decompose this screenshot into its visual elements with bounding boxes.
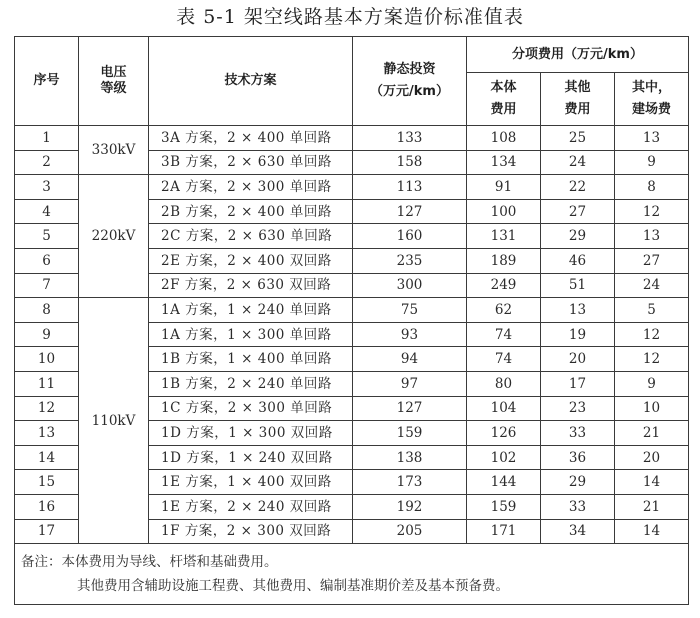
cell-scheme: 1F 方案，2 × 300 双回路 [149, 519, 353, 544]
cell-other-cost: 20 [541, 347, 615, 372]
cell-site-cost: 10 [615, 396, 689, 421]
cell-seq: 3 [15, 175, 79, 200]
cell-site-cost: 13 [615, 126, 689, 151]
cell-scheme: 2A 方案，2 × 300 单回路 [149, 175, 353, 200]
cell-site-cost: 12 [615, 322, 689, 347]
cell-seq: 8 [15, 298, 79, 323]
cell-body-cost: 189 [467, 248, 541, 273]
cell-scheme: 1C 方案，2 × 300 单回路 [149, 396, 353, 421]
note-line-2: 其他费用含辅助设施工程费、其他费用、编制基准期价差及基本预备费。 [77, 578, 509, 595]
table-row [15, 175, 689, 200]
cell-static-investment: 94 [353, 347, 467, 372]
cell-body-cost: 108 [467, 126, 541, 151]
header-sub-costs: 分项费用（万元/km） [467, 37, 689, 73]
cell-body-cost: 159 [467, 494, 541, 519]
cell-body-cost: 102 [467, 445, 541, 470]
header-body-cost: 本体 费用 [467, 73, 541, 126]
cell-body-cost: 104 [467, 396, 541, 421]
cell-static-investment: 192 [353, 494, 467, 519]
cell-scheme: 1D 方案，1 × 300 双回路 [149, 421, 353, 446]
cell-site-cost: 21 [615, 494, 689, 519]
cell-other-cost: 46 [541, 248, 615, 273]
cell-static-investment: 173 [353, 470, 467, 495]
cell-body-cost: 91 [467, 175, 541, 200]
header-scheme: 技术方案 [149, 37, 353, 126]
cell-static-investment: 300 [353, 273, 467, 298]
cell-body-cost: 144 [467, 470, 541, 495]
cell-seq: 4 [15, 199, 79, 224]
cell-voltage: 330kV [79, 126, 149, 175]
cell-site-cost: 20 [615, 445, 689, 470]
cell-body-cost: 74 [467, 347, 541, 372]
cell-body-cost: 62 [467, 298, 541, 323]
cell-other-cost: 17 [541, 371, 615, 396]
cell-site-cost: 8 [615, 175, 689, 200]
cell-scheme: 1A 方案，1 × 300 单回路 [149, 322, 353, 347]
cell-static-investment: 205 [353, 519, 467, 544]
cell-scheme: 1B 方案，1 × 400 单回路 [149, 347, 353, 372]
cell-seq: 10 [15, 347, 79, 372]
cell-other-cost: 33 [541, 494, 615, 519]
cell-site-cost: 13 [615, 224, 689, 249]
cell-other-cost: 51 [541, 273, 615, 298]
cell-body-cost: 131 [467, 224, 541, 249]
cell-scheme: 2E 方案，2 × 400 双回路 [149, 248, 353, 273]
cell-scheme: 3B 方案，2 × 630 单回路 [149, 150, 353, 175]
cell-other-cost: 19 [541, 322, 615, 347]
cell-voltage: 110kV [79, 298, 149, 544]
cell-scheme: 1D 方案，1 × 240 双回路 [149, 445, 353, 470]
header-seq: 序号 [15, 37, 79, 126]
table-caption: 表 5-1 架空线路基本方案造价标准值表 [176, 6, 524, 28]
cell-static-investment: 138 [353, 445, 467, 470]
cell-seq: 15 [15, 470, 79, 495]
table-row [15, 298, 689, 323]
cell-seq: 7 [15, 273, 79, 298]
cell-static-investment: 93 [353, 322, 467, 347]
cell-other-cost: 22 [541, 175, 615, 200]
cell-seq: 13 [15, 421, 79, 446]
note-line-1: 备注：本体费用为导线、杆塔和基础费用。 [21, 554, 278, 571]
cell-voltage: 220kV [79, 175, 149, 298]
cell-site-cost: 24 [615, 273, 689, 298]
cell-site-cost: 12 [615, 347, 689, 372]
cell-site-cost: 27 [615, 248, 689, 273]
cell-site-cost: 5 [615, 298, 689, 323]
header-other-cost: 其他 费用 [541, 73, 615, 126]
cell-scheme: 1E 方案，2 × 240 双回路 [149, 494, 353, 519]
cell-other-cost: 29 [541, 470, 615, 495]
cell-scheme: 1A 方案，1 × 240 单回路 [149, 298, 353, 323]
table-notes [15, 544, 689, 605]
cell-site-cost: 21 [615, 421, 689, 446]
cell-body-cost: 74 [467, 322, 541, 347]
cell-seq: 5 [15, 224, 79, 249]
cell-body-cost: 100 [467, 199, 541, 224]
cell-site-cost: 14 [615, 470, 689, 495]
cell-static-investment: 158 [353, 150, 467, 175]
cell-scheme: 2F 方案，2 × 630 双回路 [149, 273, 353, 298]
header-site-cost: 其中， 建场费 [615, 73, 689, 126]
cell-static-investment: 127 [353, 396, 467, 421]
header-static-investment: 静态投资 （万元/km） [353, 37, 467, 126]
cell-static-investment: 160 [353, 224, 467, 249]
cell-seq: 1 [15, 126, 79, 151]
cell-other-cost: 13 [541, 298, 615, 323]
cell-other-cost: 36 [541, 445, 615, 470]
cell-scheme: 2B 方案，2 × 400 单回路 [149, 199, 353, 224]
table-row [15, 126, 689, 151]
cell-seq: 2 [15, 150, 79, 175]
cell-static-investment: 235 [353, 248, 467, 273]
cell-body-cost: 249 [467, 273, 541, 298]
cell-seq: 12 [15, 396, 79, 421]
cell-static-investment: 133 [353, 126, 467, 151]
cell-other-cost: 29 [541, 224, 615, 249]
cell-static-investment: 113 [353, 175, 467, 200]
cell-site-cost: 9 [615, 371, 689, 396]
cell-seq: 11 [15, 371, 79, 396]
cell-other-cost: 25 [541, 126, 615, 151]
cell-scheme: 2C 方案，2 × 630 单回路 [149, 224, 353, 249]
cell-scheme: 3A 方案，2 × 400 单回路 [149, 126, 353, 151]
cell-site-cost: 12 [615, 199, 689, 224]
cell-static-investment: 97 [353, 371, 467, 396]
cell-seq: 9 [15, 322, 79, 347]
cell-other-cost: 34 [541, 519, 615, 544]
cell-other-cost: 23 [541, 396, 615, 421]
cell-site-cost: 14 [615, 519, 689, 544]
cell-static-investment: 75 [353, 298, 467, 323]
cell-site-cost: 9 [615, 150, 689, 175]
cell-other-cost: 27 [541, 199, 615, 224]
cost-standard-table [14, 36, 689, 605]
cell-body-cost: 80 [467, 371, 541, 396]
cell-seq: 17 [15, 519, 79, 544]
cell-other-cost: 33 [541, 421, 615, 446]
header-voltage: 电压 等级 [79, 37, 149, 126]
cell-seq: 6 [15, 248, 79, 273]
cell-body-cost: 171 [467, 519, 541, 544]
cell-other-cost: 24 [541, 150, 615, 175]
cell-seq: 14 [15, 445, 79, 470]
cell-static-investment: 127 [353, 199, 467, 224]
cell-seq: 16 [15, 494, 79, 519]
cell-scheme: 1E 方案，1 × 400 双回路 [149, 470, 353, 495]
cell-body-cost: 126 [467, 421, 541, 446]
cell-scheme: 1B 方案，2 × 240 单回路 [149, 371, 353, 396]
cell-body-cost: 134 [467, 150, 541, 175]
cell-static-investment: 159 [353, 421, 467, 446]
